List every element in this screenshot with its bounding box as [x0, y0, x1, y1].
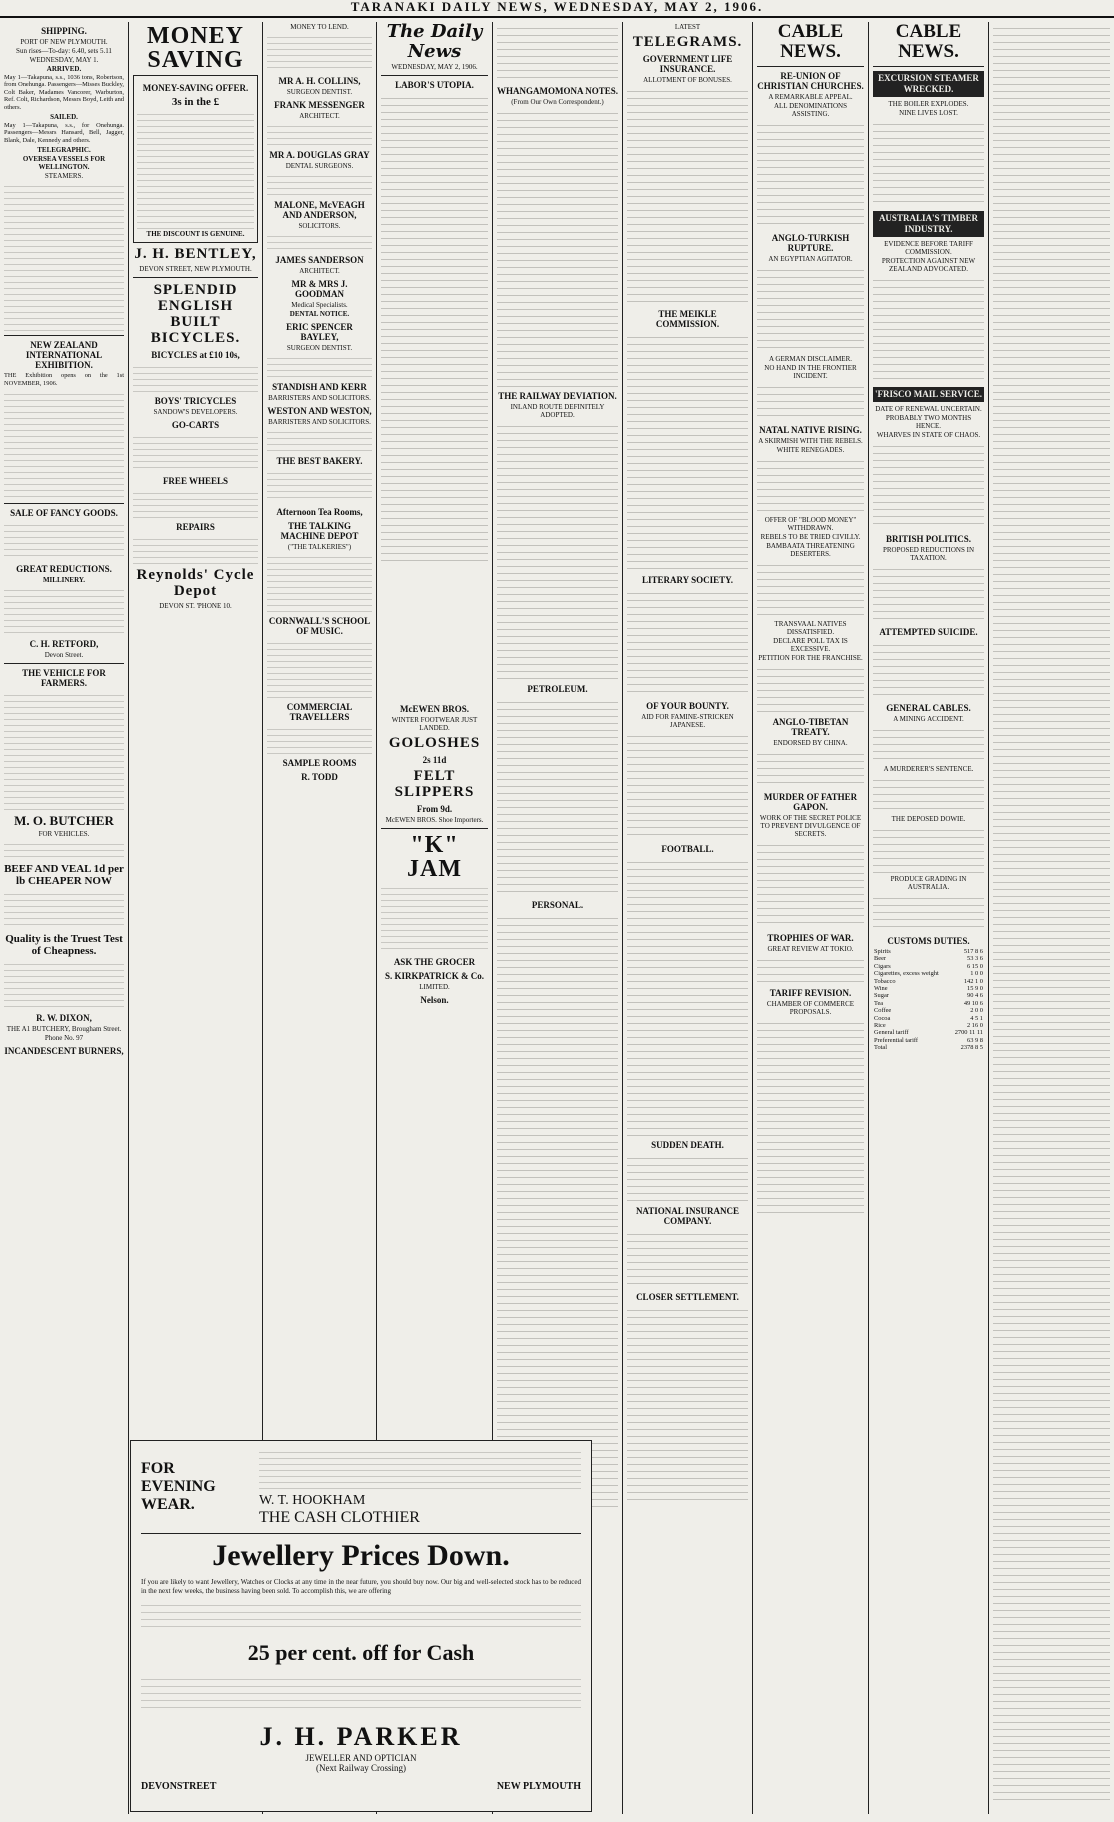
- footer-right: NEW PLYMOUTH: [496, 1781, 581, 1792]
- rebels-sub: REBELS TO BE TRIED CIVILLY.: [760, 533, 861, 541]
- bentley-name: J. H. BENTLEY,: [134, 246, 257, 262]
- anglo-turkish-heading: ANGLO-TURKISH RUPTURE.: [771, 233, 850, 253]
- beef-heading: BEEF AND VEAL 1d per lb CHEAPER NOW: [4, 863, 124, 888]
- bakery-heading: THE BEST BAKERY.: [276, 456, 363, 466]
- chamber-sub: CHAMBER OF COMMERCE PROPOSALS.: [766, 1000, 855, 1016]
- transvaal-sub: TRANSVAAL NATIVES DISSATISFIED.: [774, 620, 847, 636]
- gov-life-body: [627, 85, 748, 305]
- review-sub: GREAT REVIEW AT TOKIO.: [767, 945, 854, 953]
- trophies-heading: TROPHIES OF WAR.: [767, 933, 854, 943]
- collins-sub: SURGEON DENTIST.: [286, 88, 353, 96]
- cornwall-heading: CORNWALL'S SCHOOL OF MUSIC.: [268, 616, 371, 636]
- kjam-heading: "K" JAM: [407, 832, 462, 882]
- freewheels-heading: FREE WHEELS: [162, 476, 229, 486]
- customs-item: Total: [874, 1044, 888, 1052]
- dixon-name: R. W. DIXON,: [36, 1013, 92, 1024]
- goloshes-heading: GOLOSHES: [388, 735, 481, 751]
- quality-heading: Quality is the Truest Test of Cheapness.: [5, 933, 123, 958]
- tricycles-heading: BOYS' TRICYCLES: [154, 396, 237, 406]
- customs-row: [873, 1007, 984, 1014]
- tea-rooms: Afternoon Tea Rooms,: [276, 507, 363, 517]
- labors-utopia-heading: LABOR'S UTOPIA.: [395, 80, 474, 90]
- mining-body: [873, 724, 984, 764]
- divider: [757, 66, 864, 67]
- millinery-heading: MILLINERY.: [42, 576, 86, 585]
- frisco-heading: 'FRISCO MAIL SERVICE.: [873, 387, 984, 402]
- customs-value: 15 9 0: [967, 985, 983, 993]
- tibet-body: [757, 748, 864, 788]
- bambaata-body: [757, 559, 864, 619]
- tides: Sun rises—To-day: 6.40, sets 5.11: [16, 47, 112, 55]
- bicycles-text: [133, 362, 258, 392]
- column-right-edge: [989, 22, 1114, 1814]
- personal-body: [497, 912, 618, 1512]
- offer-percent: 3s in the £: [171, 96, 220, 108]
- sudden-death-body: [627, 1152, 748, 1202]
- wharves-sub: WHARVES IN STATE OF CHAOS.: [876, 431, 981, 439]
- exhibition-text: [4, 389, 124, 499]
- repairs-heading: REPAIRS: [176, 522, 215, 532]
- arrived-heading: ARRIVED.: [46, 65, 82, 73]
- bayley-sub: SURGEON DENTIST.: [286, 344, 353, 352]
- malone-sub: SOLICITORS.: [298, 222, 341, 230]
- divider: [133, 277, 258, 278]
- messenger-sub: ARCHITECT.: [299, 112, 340, 120]
- jewellery-ad: [130, 1440, 592, 1812]
- sudden-death-heading: SUDDEN DEATH.: [651, 1140, 724, 1150]
- petroleum-heading: PETROLEUM.: [527, 684, 588, 694]
- splendid-heading: SPLENDID ENGLISH BUILT BICYCLES.: [150, 282, 241, 346]
- whanga-sub: (From Our Own Correspondent.): [511, 98, 604, 106]
- winter-footwear: WINTER FOOTWEAR JUST LANDED.: [391, 716, 478, 732]
- customs-row: [873, 978, 984, 985]
- news-intro: [497, 22, 618, 82]
- excursion-body: [873, 118, 984, 208]
- shipping-list: [4, 181, 124, 331]
- editorial-body: [381, 92, 488, 562]
- national-insurance-heading: NATIONAL INSURANCE COMPANY.: [635, 1206, 740, 1226]
- bayley-text: [267, 353, 372, 378]
- customs-row: [873, 992, 984, 999]
- murderer-body: [873, 774, 984, 814]
- talking-sub: ("THE TALKERIES"): [287, 543, 352, 551]
- no-hand-sub: NO HAND IN THE FRONTIER INCIDENT.: [764, 364, 857, 380]
- goodman-heading: MR & MRS J. GOODMAN: [291, 279, 348, 299]
- money-saving-heading: MONEY SAVING: [147, 23, 244, 73]
- british-heading: BRITISH POLITICS.: [885, 534, 972, 544]
- petition-sub: PETITION FOR THE FRANCHISE.: [758, 654, 863, 662]
- column-cable-b: [869, 22, 988, 1814]
- customs-row: [873, 955, 984, 962]
- reunion-body: [757, 119, 864, 229]
- nine-lives-sub: NINE LIVES LOST.: [899, 109, 958, 117]
- general-cables-heading: GENERAL CABLES.: [886, 703, 971, 713]
- gray-heading: MR A. DOUGLAS GRAY: [269, 150, 370, 160]
- newspaper-title: The Daily News: [386, 22, 483, 62]
- sanderson-heading: JAMES SANDERSON: [275, 255, 364, 265]
- timber-body: [873, 274, 984, 384]
- fancy-goods-heading: SALE OF FANCY GOODS.: [10, 508, 118, 519]
- meikle-body: [627, 331, 748, 571]
- customs-item: Cigarettes, excess weight: [874, 970, 939, 978]
- malone-text: [267, 231, 372, 251]
- gapon-heading: MURDER OF FATHER GAPON.: [763, 792, 858, 812]
- customs-row: [873, 1037, 984, 1044]
- natal-body: [757, 455, 864, 515]
- customs-item: Cigars: [874, 962, 891, 970]
- suicide-heading: ATTEMPTED SUICIDE.: [879, 627, 978, 637]
- gocarts-heading: GO-CARTS: [171, 420, 220, 430]
- cash-clothier: THE CASH CLOTHIER: [259, 1509, 420, 1526]
- natal-heading: NATAL NATIVE RISING.: [759, 425, 862, 435]
- bakery-text: [267, 468, 372, 503]
- famine-sub: AID FOR FAMINE-STRICKEN JAPANESE.: [641, 713, 734, 729]
- sailed-heading: SAILED.: [50, 113, 78, 122]
- customs-value: 4 5 1: [970, 1014, 983, 1022]
- jewellery-lead: If you are likely to want Jewellery, Watches or Clocks at any time in the near future, you should buy now. Our big and well-selected stock has to be reduced in the next few weeks, the business having been sold. To accomplish this, we are offering: [141, 1578, 581, 1595]
- transvaal-body: [757, 663, 864, 713]
- felt-heading: FELT SLIPPERS: [394, 768, 475, 800]
- mining-sub: A MINING ACCIDENT.: [893, 715, 964, 723]
- quality-text: [4, 959, 124, 1009]
- shipping-heading: SHIPPING.: [41, 26, 87, 36]
- customs-row: [873, 970, 984, 977]
- hookham-name: W. T. HOOKHAM: [259, 1493, 366, 1508]
- vehicle-heading: THE VEHICLE FOR FARMERS.: [22, 668, 106, 689]
- talking-heading: THE TALKING MACHINE DEPOT: [280, 521, 359, 541]
- overseas-heading: OVERSEA VESSELS FOR WELLINGTON.: [22, 155, 106, 172]
- repairs-text: [133, 534, 258, 564]
- bentley-address: DEVON STREET, NEW PLYMOUTH.: [139, 265, 252, 273]
- customs-value: 2 16 0: [967, 1022, 983, 1030]
- weston-sub: BARRISTERS AND SOLICITORS.: [268, 418, 371, 426]
- customs-value: 517 8 6: [963, 948, 983, 955]
- poll-tax-sub: DECLARE POLL TAX IS EXCESSIVE.: [773, 637, 848, 653]
- football-heading: FOOTBALL.: [661, 844, 714, 854]
- remarkable-sub: A REMARKABLE APPEAL.: [768, 93, 853, 101]
- jewellery-body: [141, 1599, 581, 1633]
- kjam-text: [381, 883, 488, 953]
- column-telegrams: [623, 22, 752, 1814]
- customs-item: Spirits: [874, 948, 891, 955]
- two-months-sub: PROBABLY TWO MONTHS HENCE.: [885, 414, 972, 430]
- railway-heading: THE RAILWAY DEVIATION.: [498, 391, 617, 401]
- customs-item: Beer: [874, 955, 887, 963]
- port-heading: PORT OF NEW PLYMOUTH.: [20, 38, 108, 46]
- divider: [4, 663, 124, 664]
- telegraphic-heading: TELEGRAPHIC.: [37, 146, 91, 155]
- telegrams-heading: TELEGRAMS.: [632, 34, 743, 50]
- customs-item: Rice: [874, 1022, 886, 1030]
- malone-heading: MALONE, McVEAGH AND ANDERSON,: [274, 200, 365, 220]
- customs-value: 49 10 6: [963, 999, 983, 1007]
- railway-sub: INLAND ROUTE DEFINITELY ADOPTED.: [510, 403, 605, 419]
- railway-body: [497, 420, 618, 680]
- todd-name: R. TODD: [301, 772, 338, 782]
- footer-left: DEVONSTREET: [141, 1781, 217, 1792]
- cable-news-heading-2: CABLE NEWS.: [895, 22, 962, 62]
- gov-life-heading: GOVERNMENT LIFE INSURANCE.: [642, 54, 733, 74]
- customs-row: [873, 963, 984, 970]
- whanga-body: [497, 107, 618, 387]
- money-lend: MONEY TO LEND.: [290, 23, 349, 31]
- genuine-note: THE DISCOUNT IS GENUINE.: [146, 230, 245, 238]
- customs-heading: CUSTOMS DUTIES.: [887, 936, 970, 946]
- divider: [381, 828, 488, 829]
- bicycles-price: BICYCLES at £10 10s,: [151, 350, 240, 360]
- closer-heading: CLOSER SETTLEMENT.: [636, 1292, 739, 1302]
- customs-item: Wine: [874, 985, 888, 993]
- steamers-heading: STEAMERS.: [44, 172, 84, 181]
- offer-text: [137, 109, 254, 229]
- offer-box: [133, 75, 258, 243]
- gray-text: [267, 171, 372, 196]
- right-edge-body: [993, 22, 1110, 1802]
- customs-value: 63 9 8: [967, 1036, 983, 1044]
- goodman-sub: Medical Specialists.: [291, 301, 348, 309]
- parker-sub: JEWELLER AND OPTICIAN: [305, 1753, 417, 1763]
- skirmish-sub: A SKIRMISH WITH THE REBELS.: [758, 437, 863, 445]
- felt-from: From 9d.: [416, 804, 453, 814]
- jewellery-heading: Jewellery Prices Down.: [212, 1539, 510, 1572]
- weston-heading: WESTON AND WESTON,: [267, 406, 372, 416]
- bayley-heading: ERIC SPENCER BAYLEY,: [286, 322, 353, 342]
- evidence-sub: EVIDENCE BEFORE TARIFF COMMISSION.: [884, 240, 973, 256]
- secret-police-sub: WORK OF THE SECRET POLICE TO PREVENT DIVULGENCE OF SECRETS.: [759, 814, 862, 838]
- timber-heading: AUSTRALIA'S TIMBER INDUSTRY.: [873, 211, 984, 237]
- customs-item: General tariff: [874, 1029, 909, 1037]
- literary-body: [627, 587, 748, 697]
- kirkpatrick-name: S. KIRKPATRICK & Co.: [385, 971, 484, 981]
- gray-sub: DENTAL SURGEONS.: [285, 162, 354, 170]
- closer-body: [627, 1304, 748, 1504]
- incandescent-heading: INCANDESCENT BURNERS,: [4, 1046, 124, 1057]
- sandow-heading: SANDOW'S DEVELOPERS.: [153, 408, 238, 416]
- deposed-sub: THE DEPOSED DOWIE.: [891, 815, 966, 823]
- suicide-body: [873, 639, 984, 699]
- customs-table: [873, 948, 984, 1052]
- commercial-text: [267, 724, 372, 754]
- customs-item: Cocoa: [874, 1014, 891, 1022]
- divider: [4, 503, 124, 504]
- egypt-sub: AN EGYPTIAN AGITATOR.: [768, 255, 853, 263]
- tariff-body: [757, 1017, 864, 1217]
- endorsed-sub: ENDORSED BY CHINA.: [773, 739, 848, 747]
- nz-exhibition-heading: NEW ZEALAND INTERNATIONAL EXHIBITION.: [25, 340, 103, 371]
- freewheels-text: [133, 488, 258, 518]
- arrived-text: May 1—Takapuna, s.s., 1036 tons, Robertson, from Onehunga. Passengers—Misses Buckley, Colt Baker, Madames Vancorer, Warburton, Ref. Colt, Richardson, Messrs Boyd, Leith and others.: [4, 74, 124, 111]
- bonuses-sub: ALLOTMENT OF BONUSES.: [643, 76, 732, 84]
- customs-row: [873, 1044, 984, 1051]
- national-body: [627, 1228, 748, 1288]
- money-lend-text: [267, 32, 372, 72]
- customs-value: 53 3 6: [967, 955, 983, 963]
- german-body: [757, 381, 864, 421]
- reynolds-address: DEVON ST. 'PHONE 10.: [159, 602, 232, 610]
- customs-value: 1 0 0: [970, 970, 983, 978]
- messenger-text: [267, 121, 372, 146]
- excursion-heading: EXCURSION STEAMER WRECKED.: [873, 71, 984, 97]
- murderer-sub: A MURDERER'S SENTENCE.: [883, 765, 974, 773]
- bambaata-sub: BAMBAATA THREATENING DESERTERS.: [766, 542, 855, 558]
- kirkpatrick-sub: LIMITED.: [419, 983, 450, 991]
- gapon-body: [757, 839, 864, 929]
- gocarts-text: [133, 432, 258, 472]
- tariff-heading: TARIFF REVISION.: [769, 988, 852, 998]
- football-body: [627, 856, 748, 1136]
- evening-wear-list: [259, 1447, 581, 1493]
- customs-value: 2378 8 5: [960, 1044, 983, 1052]
- customs-row: [873, 948, 984, 955]
- dental-notice: DENTAL NOTICE.: [289, 310, 350, 318]
- reunion-heading: RE-UNION OF CHRISTIAN CHURCHES.: [757, 71, 864, 91]
- collins-heading: MR A. H. COLLINS,: [278, 76, 361, 86]
- great-reductions-heading: GREAT REDUCTIONS.: [16, 564, 112, 575]
- customs-value: 2 0 0: [970, 1007, 983, 1015]
- parker-note: (Next Railway Crossing): [316, 1763, 406, 1773]
- offer-body: [141, 1673, 581, 1713]
- mcewen-heading: McEWEN BROS.: [399, 704, 469, 714]
- customs-row: [873, 1000, 984, 1007]
- cornwall-text: [267, 638, 372, 698]
- shipping-date: WEDNESDAY, MAY 1.: [29, 56, 99, 64]
- commercial-heading: COMMERCIAL TRAVELLERS: [286, 702, 353, 722]
- meikle-heading: THE MEIKLE COMMISSION.: [655, 309, 720, 329]
- butcher-text: [4, 839, 124, 859]
- customs-item: Preferential tariff: [874, 1036, 919, 1044]
- cable-news-heading: CABLE NEWS.: [777, 22, 844, 62]
- customs-value: 6 15 0: [967, 962, 983, 970]
- parker-name: J. H. PARKER: [259, 1722, 463, 1751]
- column-cable-a: [753, 22, 868, 1814]
- anglo-tibetan-heading: ANGLO-TIBETAN TREATY.: [772, 717, 849, 737]
- denominations-sub: ALL DENOMINATIONS ASSISTING.: [773, 102, 848, 118]
- offer-line: 25 per cent. off for Cash: [247, 1640, 475, 1665]
- bounty-body: [627, 730, 748, 840]
- literary-heading: LITERARY SOCIETY.: [641, 575, 734, 585]
- divider: [873, 66, 984, 67]
- customs-item: Tea: [874, 999, 884, 1007]
- butcher-heading: M. O. BUTCHER: [14, 813, 114, 829]
- divider: [141, 1533, 581, 1534]
- grocer-heading: ASK THE GROCER: [393, 957, 476, 967]
- customs-item: Coffee: [874, 1007, 892, 1015]
- felt-price: 2s 11d: [422, 755, 447, 765]
- bounty-heading: OF YOUR BOUNTY.: [646, 701, 729, 711]
- reynolds-heading: Reynolds' Cycle Depot: [136, 567, 255, 599]
- protection-sub: PROTECTION AGAINST NEW ZEALAND ADVOCATED.: [881, 257, 976, 273]
- dixon-phone: Phone No. 97: [44, 1034, 84, 1043]
- retford-name: C. H. RETFORD,: [29, 639, 99, 650]
- butcher-sub: FOR VEHICLES.: [38, 830, 90, 839]
- boiler-sub: THE BOILER EXPLODES.: [888, 100, 969, 108]
- personal-heading: PERSONAL.: [531, 900, 584, 910]
- german-sub: A GERMAN DISCLAIMER.: [768, 355, 853, 363]
- british-body: [873, 563, 984, 623]
- vehicle-text: [4, 690, 124, 810]
- petroleum-body: [497, 696, 618, 896]
- customs-item: Tobacco: [874, 977, 896, 985]
- talking-text: [267, 552, 372, 612]
- produce-body: [873, 892, 984, 932]
- blood-money-sub: OFFER OF "BLOOD MONEY" WITHDRAWN.: [764, 516, 857, 532]
- sailed-text: May 1—Takapuna, s.s., for Onehunga. Passengers—Messrs Hansard, Bell, Jagger, Blank, Dale, Kennedy and others.: [4, 122, 124, 144]
- renegades-sub: WHITE RENEGADES.: [776, 446, 845, 454]
- customs-row: [873, 1029, 984, 1036]
- dixon-sub: THE A1 BUTCHERY, Brougham Street.: [6, 1025, 122, 1034]
- standish-heading: STANDISH AND KERR: [272, 382, 367, 392]
- trophies-body: [757, 954, 864, 984]
- whanga-heading: WHANGAMOMONA NOTES.: [497, 86, 619, 96]
- renewal-sub: DATE OF RENEWAL UNCERTAIN.: [875, 405, 982, 413]
- divider: [381, 75, 488, 76]
- produce-sub: PRODUCE GRADING IN AUSTRALIA.: [890, 875, 967, 891]
- customs-row: [873, 1015, 984, 1022]
- messenger-heading: FRANK MESSENGER: [274, 100, 365, 110]
- masthead: TARANAKI DAILY NEWS, WEDNESDAY, MAY 2, 1906.: [0, 0, 1114, 18]
- millinery-text: [4, 585, 124, 635]
- customs-row: [873, 1022, 984, 1029]
- nelson: Nelson.: [420, 995, 449, 1005]
- customs-value: 142 1 0: [963, 977, 983, 985]
- offer-heading: MONEY-SAVING OFFER.: [142, 83, 249, 93]
- customs-value: 90 4 6: [967, 992, 983, 1000]
- editorial-date: WEDNESDAY, MAY 2, 1906.: [391, 63, 478, 71]
- reductions-sub: PROPOSED REDUCTIONS IN TAXATION.: [882, 546, 974, 562]
- anglo-turkish-body: [757, 264, 864, 354]
- fancy-goods-text: [4, 520, 124, 560]
- sanderson-sub: ARCHITECT.: [299, 267, 340, 275]
- mcewen-foot: McEWEN BROS. Shoe Importers.: [385, 816, 484, 824]
- deposed-body: [873, 824, 984, 874]
- customs-row: [873, 985, 984, 992]
- frisco-body: [873, 440, 984, 530]
- retford-address: Devon Street.: [44, 651, 84, 660]
- weston-text: [267, 427, 372, 452]
- sample-rooms: SAMPLE ROOMS: [282, 758, 357, 768]
- column-shipping: [0, 22, 128, 1814]
- nz-exhibition-text: THE Exhibition opens on the 1st NOVEMBER, 1906.: [4, 372, 124, 387]
- beef-text: [4, 889, 124, 929]
- standish-sub: BARRISTERS AND SOLICITORS.: [268, 394, 371, 402]
- customs-value: 2700 11 11: [954, 1029, 983, 1037]
- column-ads-mid: [377, 700, 492, 1100]
- customs-item: Sugar: [874, 992, 889, 1000]
- divider: [4, 335, 124, 336]
- latest-label: LATEST: [674, 23, 701, 31]
- evening-wear-heading: FOR EVENING WEAR.: [141, 1460, 216, 1513]
